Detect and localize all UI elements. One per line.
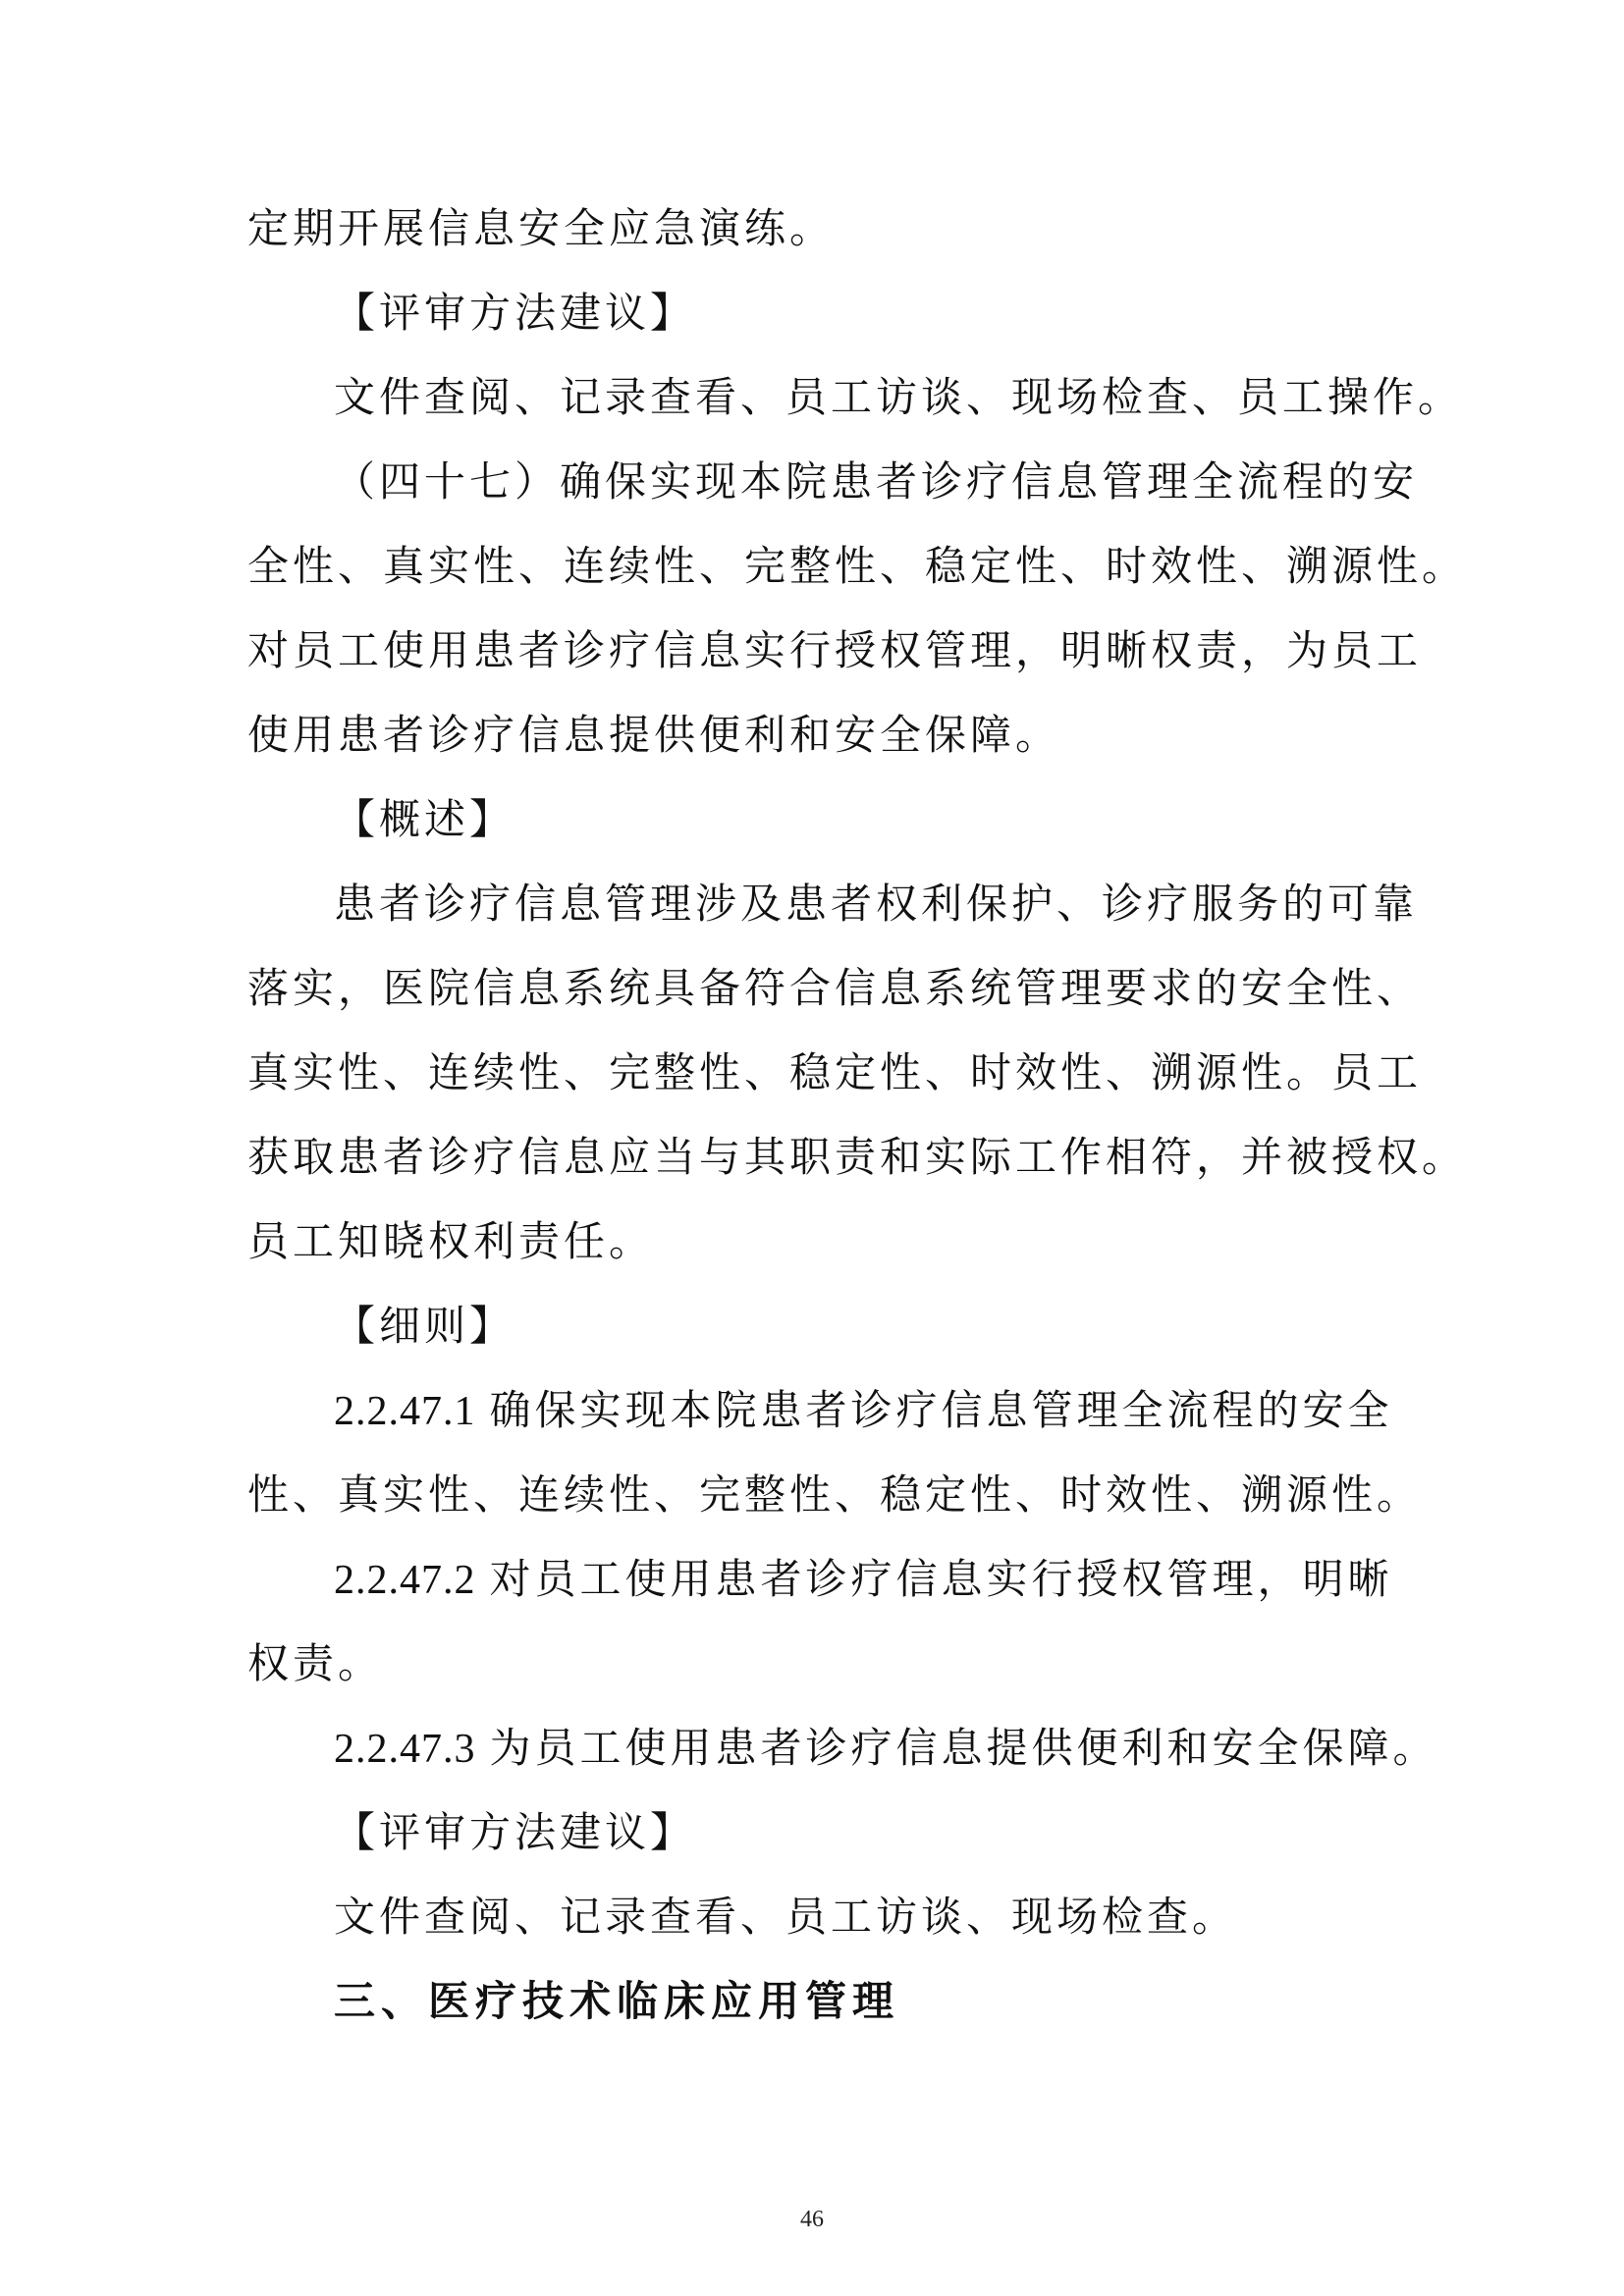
article-47-heading: （四十七）确保实现本院患者诊疗信息管理全流程的安 [334, 457, 1419, 506]
rule-item [247, 1537, 1393, 1622]
rule-number: 2.2.47.3 [334, 1727, 476, 1772]
rule-text: 确保实现本院患者诊疗信息管理全流程的安全 [489, 1386, 1393, 1434]
text-line: 权责。 [247, 1639, 384, 1687]
text-line: 患者诊疗信息管理涉及患者权利保护、诊疗服务的可靠 [334, 880, 1419, 928]
text-line: 对员工使用患者诊疗信息实行授权管理，明晰权责，为员工 [247, 626, 1423, 674]
text-line: 落实，医院信息系统具备符合信息系统管理要求的安全性、 [247, 964, 1423, 1012]
section-label-review-method: 【评审方法建议】 [334, 289, 696, 337]
rule-item [247, 1368, 1393, 1453]
text-line: 获取患者诊疗信息应当与其职责和实际工作相符，并被授权。 [247, 1133, 1468, 1181]
rule-item [247, 1706, 1438, 1790]
section-label-overview: 【概述】 [334, 795, 515, 843]
body-text [247, 187, 1468, 2044]
rule-number: 2.2.47.2 [334, 1558, 476, 1603]
text-line: 文件查阅、记录查看、员工访谈、现场检查。 [334, 1893, 1238, 1941]
text-line: 使用患者诊疗信息提供便利和安全保障。 [247, 711, 1061, 759]
text-line: 员工知晓权利责任。 [247, 1217, 655, 1265]
rule-text: 为员工使用患者诊疗信息提供便利和安全保障。 [489, 1724, 1438, 1772]
text-line: 全性、真实性、连续性、完整性、稳定性、时效性、溯源性。 [247, 542, 1468, 590]
section-label-review-method: 【评审方法建议】 [334, 1808, 696, 1856]
rule-text: 对员工使用患者诊疗信息实行授权管理，明晰 [489, 1555, 1393, 1603]
text-line: 定期开展信息安全应急演练。 [247, 204, 836, 252]
text-line: 性、真实性、连续性、完整性、稳定性、时效性、溯源性。 [247, 1470, 1423, 1519]
section-label-rules: 【细则】 [334, 1302, 515, 1350]
text-line: 文件查阅、记录查看、员工访谈、现场检查、员工操作。 [334, 373, 1464, 421]
rule-number: 2.2.47.1 [334, 1389, 476, 1434]
page-number: 46 [800, 2207, 824, 2232]
text-line: 真实性、连续性、完整性、稳定性、时效性、溯源性。员工 [247, 1048, 1423, 1096]
chapter-heading: 三、医疗技术临床应用管理 [334, 1977, 900, 2025]
